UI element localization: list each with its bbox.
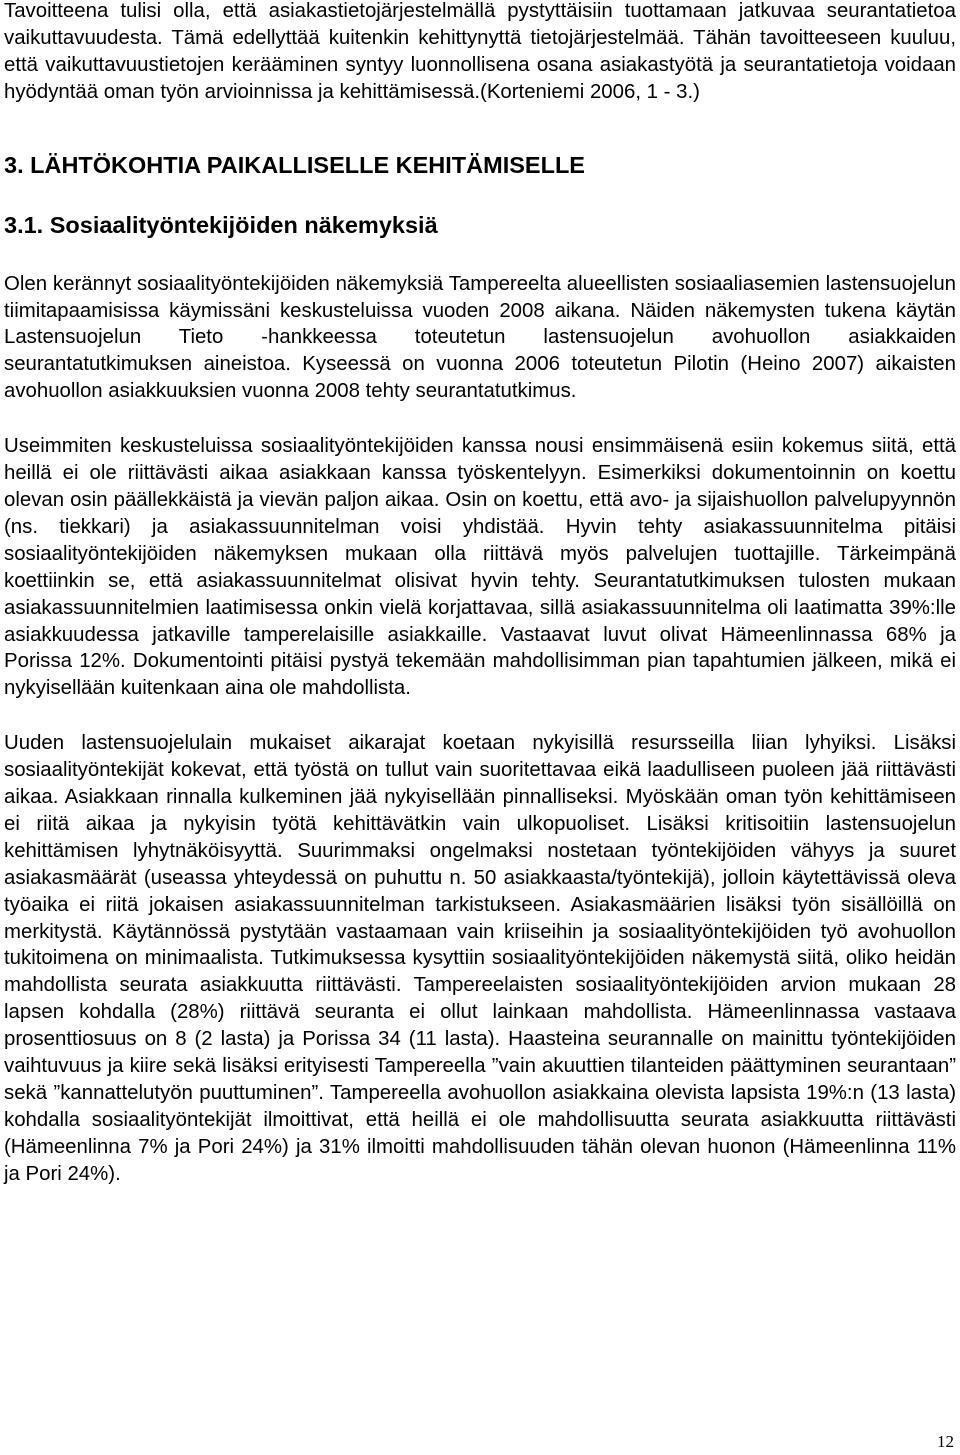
body-paragraph: Olen kerännyt sosiaalityöntekijöiden näkemyksiä Tampereelta alueellisten sosiaaliasemien lastensuojelun tiimitapaamisissa käymissäni keskusteluissa vuoden 2008 aikana. Näiden näkemysten tukena käytän Lastensuojelun Tieto -hankkeessa toteutetun lastensuojelun avohuollon asiakkaiden seurantatutkimuksen aineistoa. Kyseessä on vuonna 2006 toteutetun Pilotin (Heino 2007) aikaisten avohuollon asiakkuuksien vuonna 2008 tehty seurantatutkimus. — [4, 272, 956, 403]
page-number: 12 — [937, 1432, 954, 1451]
subsection-heading: 3.1. Sosiaalityöntekijöiden näkemyksiä — [4, 211, 438, 238]
document-page — [4, 0, 956, 1188]
body-paragraph: Uuden lastensuojelulain mukaiset aikarajat koetaan nykyisillä resursseilla liian lyhyiksi. Lisäksi sosiaalityöntekijät kokevat, että työstä on tullut vain suoritettavaa eikä laadulliseen puoleen jää riittävästi aikaa. Asiakkaan rinnalla kulkeminen jää nykyisellään pinnalliseksi. Myöskään oman työn kehittämiseen ei riitä aikaa ja nykyisin työtä kehittävätkin vain ulkopuoliset. Lisäksi kritisoitiin lastensuojelun kehittämisen lyhytnäköisyyttä. Suurimmaksi ongelmaksi nostetaan työntekijöiden vähyys ja suuret asiakasmäärät (useassa yhteydessä on puhuttu n. 50 asiakkaasta/työntekijä), jolloin käytettävissä oleva työaika ei riitä jokaisen asiakassuunnitelman tarkistukseen. Asiakasmäärien lisäksi työn sisällöillä on merkitystä. Käytännössä pystytään vastaamaan vain kriiseihin ja sosiaalityöntekijöiden työ avohuollon tukitoimena on minimaalista. Tutkimuksessa kysyttiin sosiaalityöntekijöiden näkemystä siitä, oliko heidän mahdollista seurata asiakkuutta riittävästi. Tampereelaisten sosiaalityöntekijöiden arvion mukaan 28 lapsen kohdalla (28%) riittävä seuranta ei ollut lainkaan mahdollista. Hämeenlinnassa vastaava prosenttiosuus on 8 (2 lasta) ja Porissa 34 (11 lasta). Haasteina seurannalle on mainittu työntekijöiden vaihtuvuus ja kiire sekä lisäksi erityisesti Tampereella ”vain akuuttien tilanteiden päättyminen seurantaan” sekä ”kannattelutyön puuttuminen”. Tampereella avohuollon asiakkaina olevista lapsista 19%:n (13 lasta) kohdalla sosiaalityöntekijät ilmoittivat, että heillä ei ole mahdollisuutta seurata asiakkuutta riittävästi (Hämeenlinna 7% ja Pori 24%) ja 31% ilmoitti mahdollisuuden tähän olevan huonon (Hämeenlinna 11% ja Pori 24%). — [4, 732, 956, 1185]
intro-paragraph: Tavoitteena tulisi olla, että asiakastietojärjestelmällä pystyttäisiin tuottamaan jatkuvaa seurantatietoa vaikuttavuudesta. Tämä edellyttää kuitenkin kehittynyttä tietojärjestelmää. Tähän tavoitteeseen kuuluu, että vaikuttavuustietojen kerääminen syntyy luonnollisena osana asiakastyötä ja seurantatietoja voidaan hyödyntää oman työn arvioinnissa ja kehittämisessä.(Korteniemi 2006, 1 - 3.) — [4, 0, 956, 103]
section-heading: 3. LÄHTÖKOHTIA PAIKALLISELLE KEHITÄMISELLE — [4, 151, 585, 178]
body-paragraph: Useimmiten keskusteluissa sosiaalityöntekijöiden kanssa nousi ensimmäisenä esiin kokemus siitä, että heillä ei ole riittävästi aikaa asiakkaan kanssa työskentelyyn. Esimerkiksi dokumentoinnin on koettu olevan osin päällekkäistä ja vievän paljon aikaa. Osin on koettu, että avo- ja sijaishuollon palvelupyynnön (ns. tiekkari) ja asiakassuunnitelman voisi yhdistää. Hyvin tehty asiakassuunnitelma pitäisi sosiaalityöntekijöiden näkemyksen mukaan olla riittävä myös palvelujen tuottajille. Tärkeimpänä koettiinkin se, että asiakassuunnitelmat olisivat hyvin tehty. Seurantatutkimuksen tulosten mukaan asiakassuunnitelmien laatimisessa onkin vielä korjattavaa, sillä asiakassuunnitelma oli laatimatta 39%:lle asiakkuudessa jatkaville tamperelaisille asiakkaille. Vastaavat luvut olivat Hämeenlinnassa 68% ja Porissa 12%. Dokumentointi pitäisi pystyä tekemään mahdollisimman pian tapahtumien jälkeen, mikä ei nykyisellään kuitenkaan aina ole mahdollista. — [4, 435, 956, 700]
